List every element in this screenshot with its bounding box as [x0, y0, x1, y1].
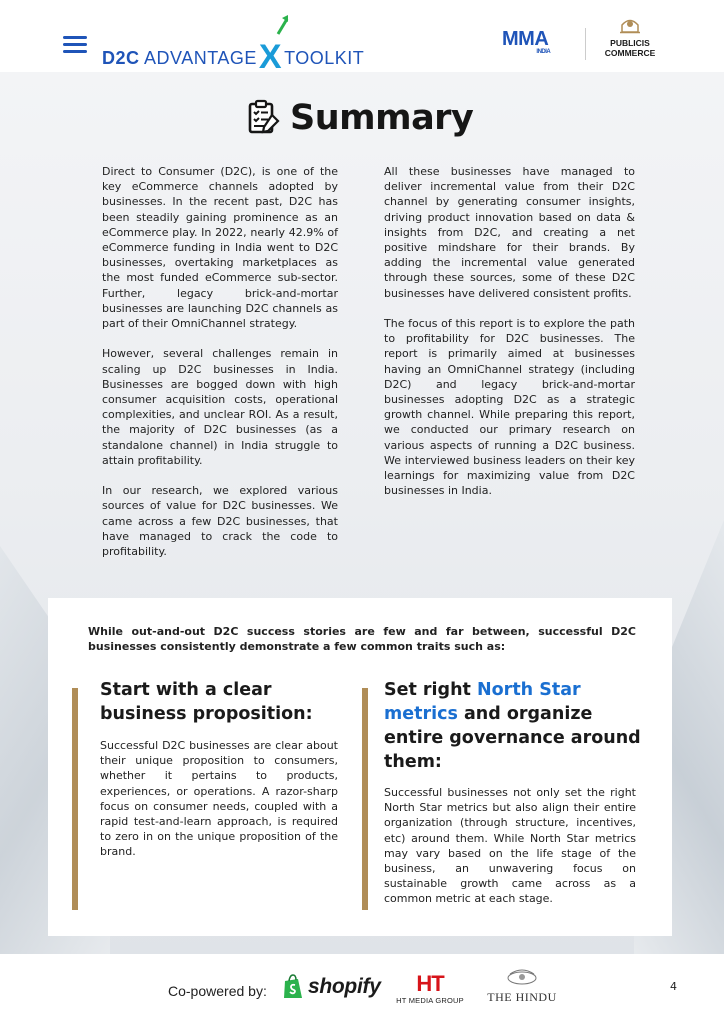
page-footer: [0, 954, 724, 1024]
heading-post: and organize entire governance around them:: [384, 704, 641, 772]
trait-body: Successful D2C businesses are clear about their unique proposition to consumers, whether it pertains to products, experiences, or operations. A razor-sharp focus on consumer needs, coupled with a rapid test-and-learn approach, is required to zero in on the unique proposition of the brand.: [100, 739, 338, 859]
page-title-text: Summary: [290, 98, 474, 138]
copowered-label: Co-powered by:: [168, 983, 267, 999]
mma-sub: INDIA: [536, 49, 551, 55]
summary-column-left: [102, 164, 338, 574]
summary-column-right: [384, 164, 635, 514]
publicis-commerce-logo: [597, 16, 663, 58]
trait-heading: [384, 678, 644, 774]
paragraph: In our research, we explored various sources of value for D2C businesses. We came across a few D2C businesses, that have managed to crack the code to profitability.: [102, 484, 338, 559]
growth-arrow-icon: [276, 14, 290, 36]
paragraph: The focus of this report is to explore the path to profitability for D2C businesses. The report is primarily aimed at businesses having an OmniChannel strategy (including D2C) and legacy brick-and-mortar businesses adopting D2C as a strategic growth channel. While preparing this report, we conducted our primary research on various aspects of running a D2C business. We interviewed business leaders on their key learnings for maximizing value from D2C businesses in India.: [384, 317, 635, 498]
page-number: 4: [670, 980, 677, 993]
toolkit-brand-logo: [102, 34, 365, 76]
the-hindu-logo: [484, 968, 560, 1005]
hindu-wordmark: THE HINDU: [487, 990, 557, 1004]
header-divider: [585, 28, 586, 60]
accent-bar: [362, 688, 368, 910]
publicis-line1: PUBLICIS: [610, 38, 650, 48]
menu-icon[interactable]: [63, 36, 87, 54]
document-checklist-icon: [244, 99, 282, 137]
publicis-line2: COMMERCE: [604, 48, 656, 58]
publicis-crest-icon: [619, 16, 641, 34]
traits-card: [48, 598, 672, 936]
paragraph: Direct to Consumer (D2C), is one of the key eCommerce channels adopted by businesses. In the recent past, D2C has been steadily gaining prominence as an eCommerce play. In 2022, nearly 42.9% of eCommerce funding in India went to D2C businesses, overtaking marketplaces as the most funded eCommerce sub-sector. Further, legacy brick-and-mortar businesses are launching D2C channels as part of their OmniChannel strategy.: [102, 165, 338, 331]
ht-media-logo: [393, 972, 467, 1005]
shopify-wordmark: shopify: [308, 975, 381, 998]
heading-pre: Set right: [384, 680, 478, 700]
ht-sub: HT MEDIA GROUP: [396, 996, 464, 1005]
page-header: [0, 0, 724, 76]
brand-x: X: [258, 38, 283, 76]
trait-heading: Start with a clear business proposition:: [100, 680, 313, 724]
shopify-logo: [282, 974, 381, 1000]
ht-mark: HT: [416, 971, 444, 996]
brand-mid: ADVANTAGE: [144, 48, 257, 68]
brand-suffix: TOOLKIT: [284, 48, 365, 68]
traits-intro: While out-and-out D2C success stories are few and far between, successful D2C businesses consistently demonstrate a few common traits such as:: [88, 625, 636, 653]
brand-prefix: D2C: [102, 48, 140, 68]
paragraph: All these businesses have managed to deliver incremental value from their D2C channel by generating consumer insights, driving product innovation based on data & insights from D2C, and creating a net positive mindshare for their brands. By adding the incremental value generated through these sources, some of these D2C businesses have delivered consistent profits.: [384, 165, 635, 300]
paragraph: However, several challenges remain in scaling up D2C businesses in India. Businesses are bogged down with high consumer acquisition costs, operational complexities, and unclear ROI. As a result, the majority of D2C businesses (as a standalone channel) in India struggle to attain profitability.: [102, 347, 338, 467]
heading-highlight: North Star metrics: [384, 680, 581, 724]
shopify-bag-icon: [282, 974, 304, 1000]
hindu-crest-icon: [502, 968, 542, 986]
page-title: [244, 96, 473, 140]
accent-bar: [72, 688, 78, 910]
trait-body: Successful businesses not only set the right North Star metrics but also align their entire organization (through structure, incentives, etc) around them. While North Star metrics may vary based on the life stage of the business, an unwavering focus on sustainable growth came across as a common metric at each stage.: [384, 786, 636, 906]
mma-logo: MMA INDIA: [502, 28, 551, 55]
